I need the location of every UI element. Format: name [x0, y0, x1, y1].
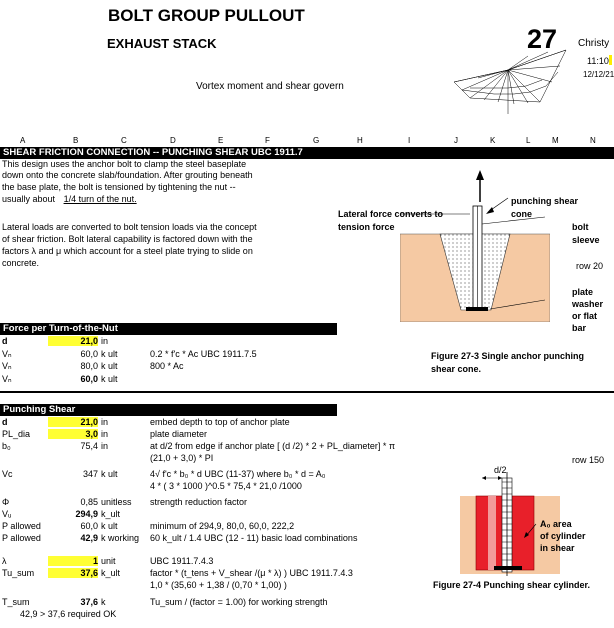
- section-divider: [0, 391, 614, 393]
- row-note: (21,0 + 3,0) * PI: [150, 453, 214, 463]
- row-note: 800 * Ac: [150, 361, 184, 371]
- section-bar-punching-shear: [0, 404, 337, 416]
- p-allowed-label: P allowed: [2, 533, 41, 543]
- vc-value: 347: [82, 469, 98, 479]
- figure-caption-27-3: Figure 27-3 Single anchor punching: [431, 351, 585, 361]
- fig1-label-washer: washer: [572, 299, 604, 309]
- fig2-label-cylinder: of cylinder: [540, 531, 586, 541]
- depth-input[interactable]: 21,0: [48, 336, 98, 346]
- time-marker: [609, 55, 612, 65]
- row-label: Vₙ: [2, 374, 12, 384]
- vc-note: 4 * ( 3 * 1000 )^0.5 * 75,4 * 21,0 /1000: [150, 481, 302, 491]
- column-header: I: [408, 136, 411, 145]
- fig2-label-in-shear: in shear: [540, 543, 575, 553]
- check-result: 42,9 > 37,6 required OK: [20, 609, 117, 619]
- header-note: Vortex moment and shear govern: [196, 81, 344, 92]
- vu-value: 294,9: [75, 509, 98, 519]
- fig1-label-cone: cone: [511, 209, 533, 219]
- intro-line: down onto the concrete slab/foundation. After grouting beneath: [2, 170, 253, 180]
- row-unit: in: [101, 429, 109, 439]
- vu-unit: k_ult: [101, 509, 121, 519]
- tu-sum-value: 37,6: [48, 568, 98, 578]
- column-header: F: [265, 136, 270, 145]
- tu-sum-note: factor * (t_tens + V_shear /(μ * λ) ) UBC 1911.7.4.3: [150, 568, 353, 578]
- page-number: 27: [527, 24, 558, 54]
- fig2-label-area: A₀ area: [540, 519, 572, 529]
- fig1-label-bar: bar: [572, 323, 587, 333]
- fig1-label-sleeve: sleeve: [572, 235, 600, 245]
- column-header: K: [490, 136, 496, 145]
- p-allowed-label: P allowed: [2, 521, 41, 531]
- row-unit: in: [101, 417, 109, 427]
- row-label: Vₙ: [2, 361, 12, 371]
- page-title: BOLT GROUP PULLOUT: [108, 6, 305, 25]
- section-bar-turn-of-nut: [0, 323, 337, 335]
- vu-label: Vᵤ: [2, 509, 12, 519]
- row-value: 80,0: [80, 361, 98, 371]
- row-unit: k ult: [101, 361, 118, 371]
- column-header-row: [0, 136, 614, 146]
- vc-unit: k ult: [101, 469, 118, 479]
- row-unit: k ult: [101, 374, 118, 384]
- fig1-label-tension: tension force: [338, 222, 395, 232]
- fig1-label-punching: punching shear: [511, 196, 579, 206]
- row-unit: in: [101, 441, 109, 451]
- phi-note: strength reduction factor: [150, 497, 248, 507]
- lateral-line: factors λ and μ which account for a steel plate trying to slide on: [2, 246, 253, 256]
- row-marker-150: row 150: [572, 455, 605, 465]
- column-header: A: [20, 136, 26, 145]
- row-label: d: [2, 417, 8, 427]
- column-header: M: [552, 136, 559, 145]
- lambda-unit: unit: [101, 556, 116, 566]
- punching-shear-cone-figure: [400, 162, 550, 322]
- fig1-label-bolt: bolt: [572, 222, 589, 232]
- plate-diameter-input[interactable]: 3,0: [48, 429, 98, 439]
- p-allowed-value: 60,0: [80, 521, 98, 531]
- fig1-label-orflat: or flat: [572, 311, 598, 321]
- column-header: C: [121, 136, 127, 145]
- tu-sum-label: Tu_sum: [2, 568, 35, 578]
- t-sum-value: 37,6: [80, 597, 98, 607]
- intro-text: usually about: [2, 194, 56, 204]
- p-allowed-note: minimum of 294,9, 80,0, 60,0, 222,2: [150, 521, 295, 531]
- column-header: N: [590, 136, 596, 145]
- figure-caption-27-4: Figure 27-4 Punching shear cylinder.: [433, 580, 591, 590]
- fig1-label-plate: plate: [572, 287, 594, 297]
- intro-line: This design uses the anchor bolt to clamp the steel baseplate: [2, 159, 247, 169]
- phi-value: 0,85: [80, 497, 98, 507]
- lateral-line: concrete.: [2, 258, 40, 268]
- embed-depth-input[interactable]: 21,0: [48, 417, 98, 427]
- row-label: d: [2, 336, 8, 346]
- vc-label: Vc: [2, 469, 13, 479]
- row-value: 60,0: [80, 349, 98, 359]
- column-header: G: [313, 136, 320, 145]
- column-header: J: [454, 136, 458, 145]
- p-allowed-unit: k ult: [101, 521, 118, 531]
- lambda-label: λ: [2, 556, 7, 566]
- row-unit: in: [101, 336, 109, 346]
- row-note: plate diameter: [150, 429, 208, 439]
- row-unit: k ult: [101, 349, 118, 359]
- intro-line: the base plate, the bolt is tensioned by tightening the nut --: [2, 182, 236, 192]
- fig2-label-d2: d/2: [494, 465, 507, 475]
- section-heading: Punching Shear: [3, 404, 76, 415]
- figure-caption-27-3-cont: shear cone.: [431, 364, 482, 374]
- column-header: B: [73, 136, 79, 145]
- fig1-label-lateral: Lateral force converts to: [338, 209, 444, 219]
- t-sum-unit: k: [101, 597, 106, 607]
- punching-table: [0, 417, 430, 627]
- p-allowed-working-value: 42,9: [80, 533, 98, 543]
- row-marker-20: row 20: [576, 261, 604, 271]
- section-heading: Force per Turn-of-the-Nut: [3, 323, 118, 334]
- lateral-line: of shear friction. Bolt lateral capability is factored down with the: [2, 234, 253, 244]
- column-header: E: [218, 136, 224, 145]
- row-note: embed depth to top of anchor plate: [150, 417, 290, 427]
- section-bar-shear-friction: [0, 147, 614, 159]
- p-allowed-note: 60 k_ult / 1.4 UBC (12 - 11) basic load combinations: [150, 533, 358, 543]
- section-heading: SHEAR FRICTION CONNECTION -- PUNCHING SHEAR UBC 1911.7: [3, 147, 303, 158]
- vc-note: 4√ f'c * b₀ * d UBC (11-37) where b₀ * d = A₀: [150, 469, 326, 479]
- row-note: at d/2 from edge if anchor plate [ (d /2) * 2 + PL_diameter] * π: [150, 441, 396, 451]
- phi-unit: unitless: [101, 497, 132, 507]
- tu-sum-unit: k_ult: [101, 568, 121, 578]
- turn-of-nut-table: [0, 336, 340, 388]
- intro-line: [2, 194, 137, 204]
- t-sum-label: T_sum: [2, 597, 30, 607]
- row-value: 60,0: [80, 374, 98, 384]
- row-label: Vₙ: [2, 349, 12, 359]
- row-label: PL_dia: [2, 429, 31, 439]
- phi-label: Φ: [2, 497, 10, 507]
- column-header: H: [357, 136, 363, 145]
- date: 12/12/21: [583, 70, 614, 79]
- stack-wireframe-drawing: [448, 42, 578, 114]
- page-subtitle: EXHAUST STACK: [107, 36, 217, 51]
- column-header: D: [170, 136, 176, 145]
- p-allowed-unit: k working: [101, 533, 140, 543]
- row-value: 75,4: [80, 441, 98, 451]
- tu-sum-note: 1,0 * (35,60 + 1,38 / (0,70 * 1,00) ): [150, 580, 287, 590]
- t-sum-note: Tu_sum / (factor = 1.00) for working strength: [150, 597, 328, 607]
- lambda-input[interactable]: 1: [48, 556, 98, 566]
- lateral-line: Lateral loads are converted to bolt tension loads via the concept: [2, 222, 257, 232]
- row-label: b₀: [2, 441, 11, 451]
- row-note: 0.2 * f'c * Ac UBC 1911.7.5: [150, 349, 257, 359]
- lambda-note: UBC 1911.7.4.3: [150, 556, 214, 566]
- time: 11:10: [587, 56, 609, 66]
- author: Christy: [578, 38, 610, 49]
- turn-of-nut-link[interactable]: 1/4 turn of the nut.: [63, 194, 137, 204]
- column-header: L: [526, 136, 531, 145]
